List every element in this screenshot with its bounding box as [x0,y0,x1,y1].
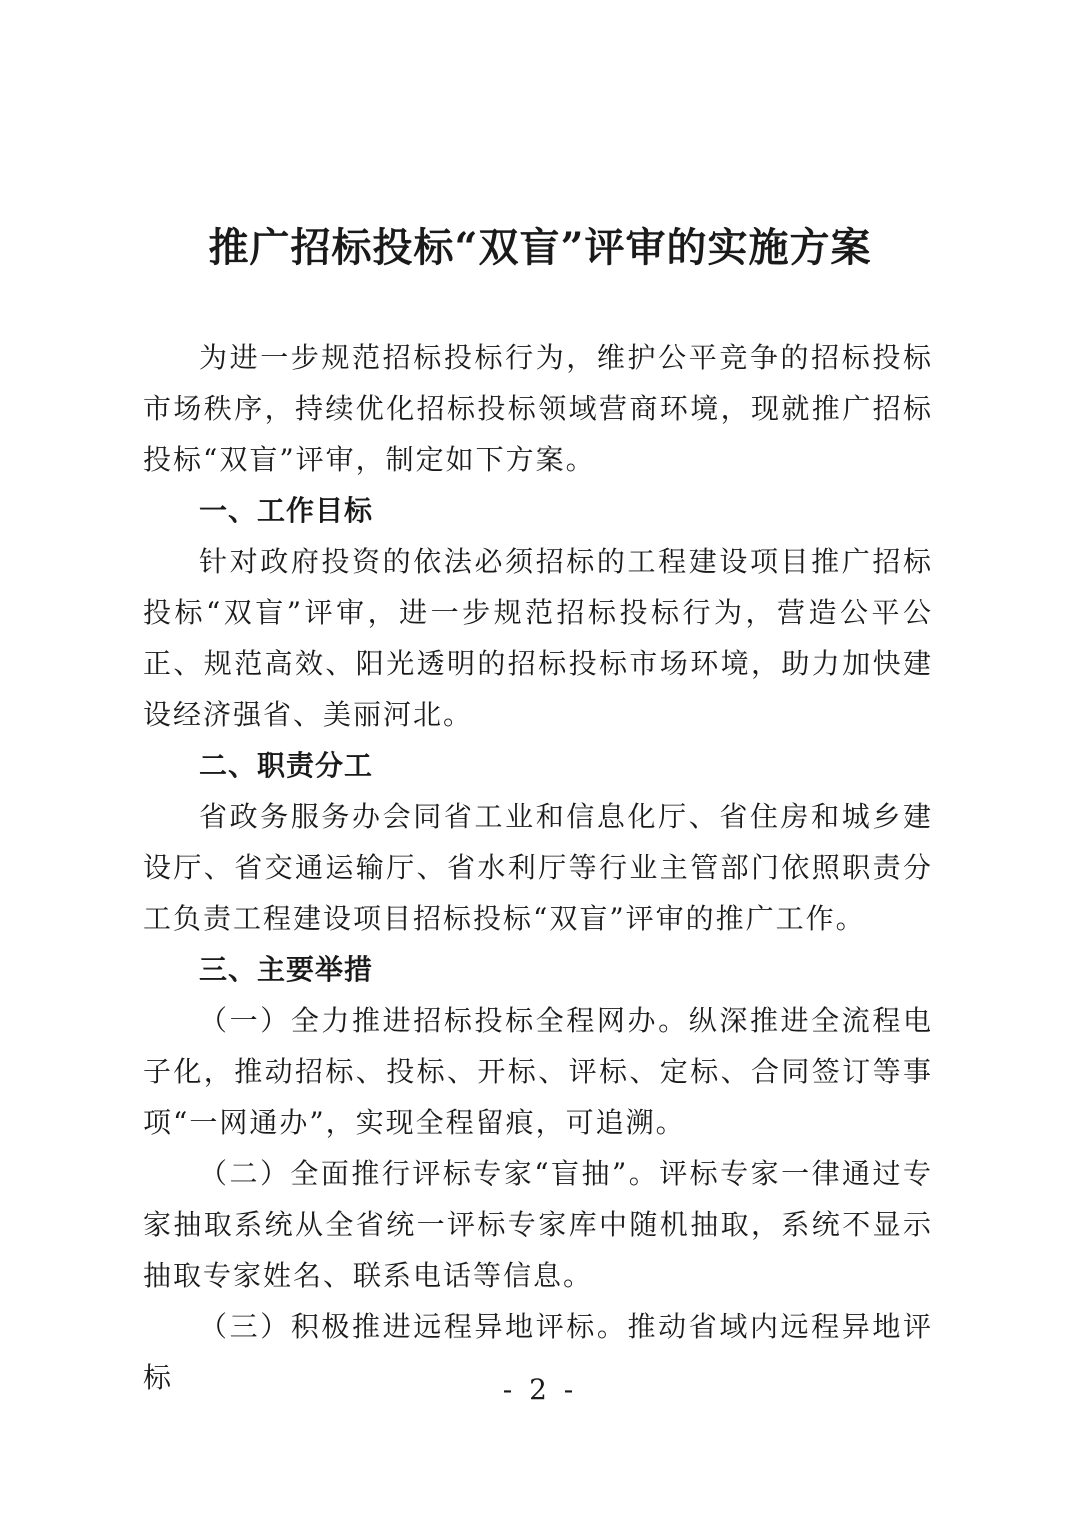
section-heading-goals: 一、工作目标 [199,494,374,527]
measure-paragraph-3: （三）积极推进远程异地评标。推动省域内远程异地评标 [143,1310,933,1394]
section-paragraph-goals: 针对政府投资的依法必须招标的工程建设项目推广招标投标“双盲”评审，进一步规范招标投标行为，营造公平公正、规范高效、阳光透明的招标投标市场环境，助力加快建设经济强省、美丽河北。 [143,545,933,731]
document-title: 推广招标投标“双盲”评审的实施方案 [208,224,872,271]
section-heading-measures: 三、主要举措 [199,953,374,986]
document-body [143,332,933,1403]
measure-paragraph-1: （一）全力推进招标投标全程网办。纵深推进全流程电子化，推动招标、投标、开标、评标、定标、合同签订等事项“一网通办”，实现全程留痕，可追溯。 [143,1004,933,1139]
intro-paragraph: 为进一步规范招标投标行为，维护公平竞争的招标投标市场秩序，持续优化招标投标领域营商环境，现就推广招标投标“双盲”评审，制定如下方案。 [143,341,933,476]
section-paragraph-responsibilities: 省政务服务办会同省工业和信息化厅、省住房和城乡建设厅、省交通运输厅、省水利厅等行业主管部门依照职责分工负责工程建设项目招标投标“双盲”评审的推广工作。 [143,800,933,935]
measure-paragraph-2: （二）全面推行评标专家“盲抽”。评标专家一律通过专家抽取系统从全省统一评标专家库中随机抽取，系统不显示抽取专家姓名、联系电话等信息。 [143,1157,933,1292]
page-number: - 2 - [502,1373,578,1406]
section-heading-responsibilities: 二、职责分工 [199,749,374,782]
